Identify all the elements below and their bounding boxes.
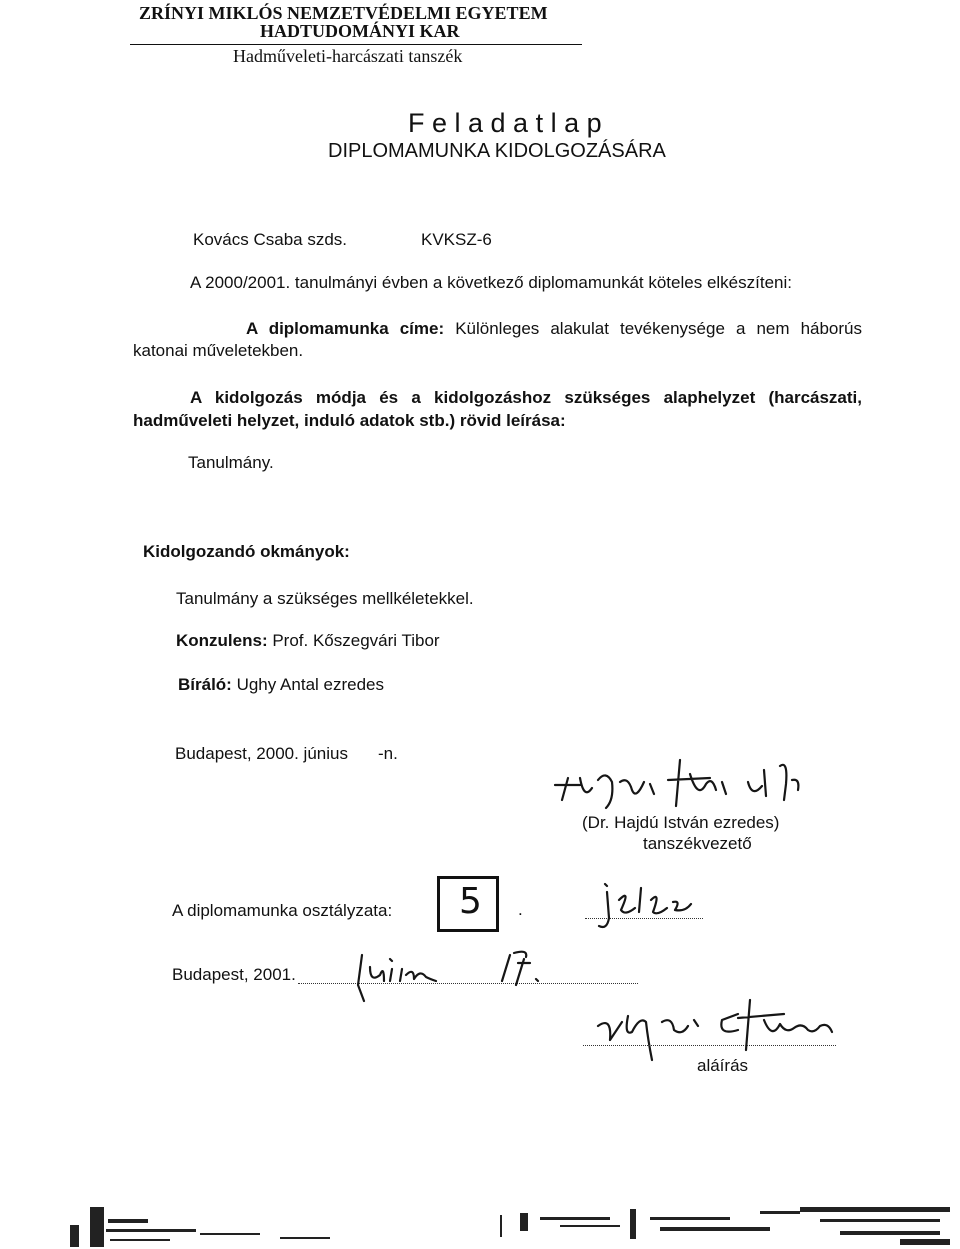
thesis-title-text: Különleges alakulat tevékenysége a nem háborús xyxy=(455,319,863,338)
student-code: KVKSZ-6 xyxy=(421,230,492,249)
department-name: Hadműveleti-harcászati tanszék xyxy=(233,46,463,66)
consultant-line xyxy=(176,631,440,651)
head-handwritten-signature xyxy=(540,760,840,820)
method-heading-line-2: hadműveleti helyzet, induló adatok stb.) rövid leírása: xyxy=(133,411,566,430)
documents-value: Tanulmány a szükséges mellkéletekkel. xyxy=(176,589,474,608)
signature-dotted-line xyxy=(583,1045,836,1046)
method-value: Tanulmány. xyxy=(188,453,274,472)
reviewer-label: Bíráló: xyxy=(178,675,232,694)
grade-handwritten-word xyxy=(595,882,705,932)
issue-date: Budapest, 2000. június xyxy=(175,744,348,763)
reviewer-line xyxy=(178,675,384,695)
student-name: Kovács Csaba szds. xyxy=(193,230,348,249)
grade-value: 5 xyxy=(459,881,482,922)
faculty-name: HADTUDOMÁNYI KAR xyxy=(260,21,460,41)
signature-label: aláírás xyxy=(697,1056,749,1075)
head-name: (Dr. Hajdú István ezredes) xyxy=(582,813,780,832)
header-underline xyxy=(130,44,582,45)
issue-day: -n. xyxy=(378,744,398,763)
thesis-title-line-2: katonai műveletekben. xyxy=(133,341,304,360)
grade-box xyxy=(437,876,499,932)
scan-artifact-strip xyxy=(0,1199,960,1249)
form-subtitle: DIPLOMAMUNKA KIDOLGOZÁSÁRA xyxy=(328,140,666,162)
grade-dot: . xyxy=(518,900,523,919)
reviewer-value: Ughy Antal ezredes xyxy=(236,675,384,694)
form-title: F e l a d a t l a p xyxy=(408,108,602,138)
consultant-value: Prof. Kőszegvári Tibor xyxy=(272,631,440,650)
documents-label: Kidolgozandó okmányok: xyxy=(143,542,350,561)
consultant-label: Konzulens: xyxy=(176,631,268,650)
intro-sentence: A 2000/2001. tanulmányi évben a következő diplomamunkát köteles elkészíteni: xyxy=(190,273,792,292)
graded-date-prefix: Budapest, 2001. xyxy=(172,965,296,984)
method-heading-line-1: A kidolgozás módja és a kidolgozáshoz szükséges alaphelyzet (harcászati, xyxy=(190,388,862,407)
head-role: tanszékvezető xyxy=(643,834,752,853)
university-name: ZRÍNYI MIKLÓS NEMZETVÉDELMI EGYETEM xyxy=(139,3,548,23)
thesis-title-label: A diplomamunka címe: xyxy=(246,319,445,338)
thesis-title-line-1 xyxy=(246,319,862,339)
grade-label: A diplomamunka osztályzata: xyxy=(172,901,393,920)
